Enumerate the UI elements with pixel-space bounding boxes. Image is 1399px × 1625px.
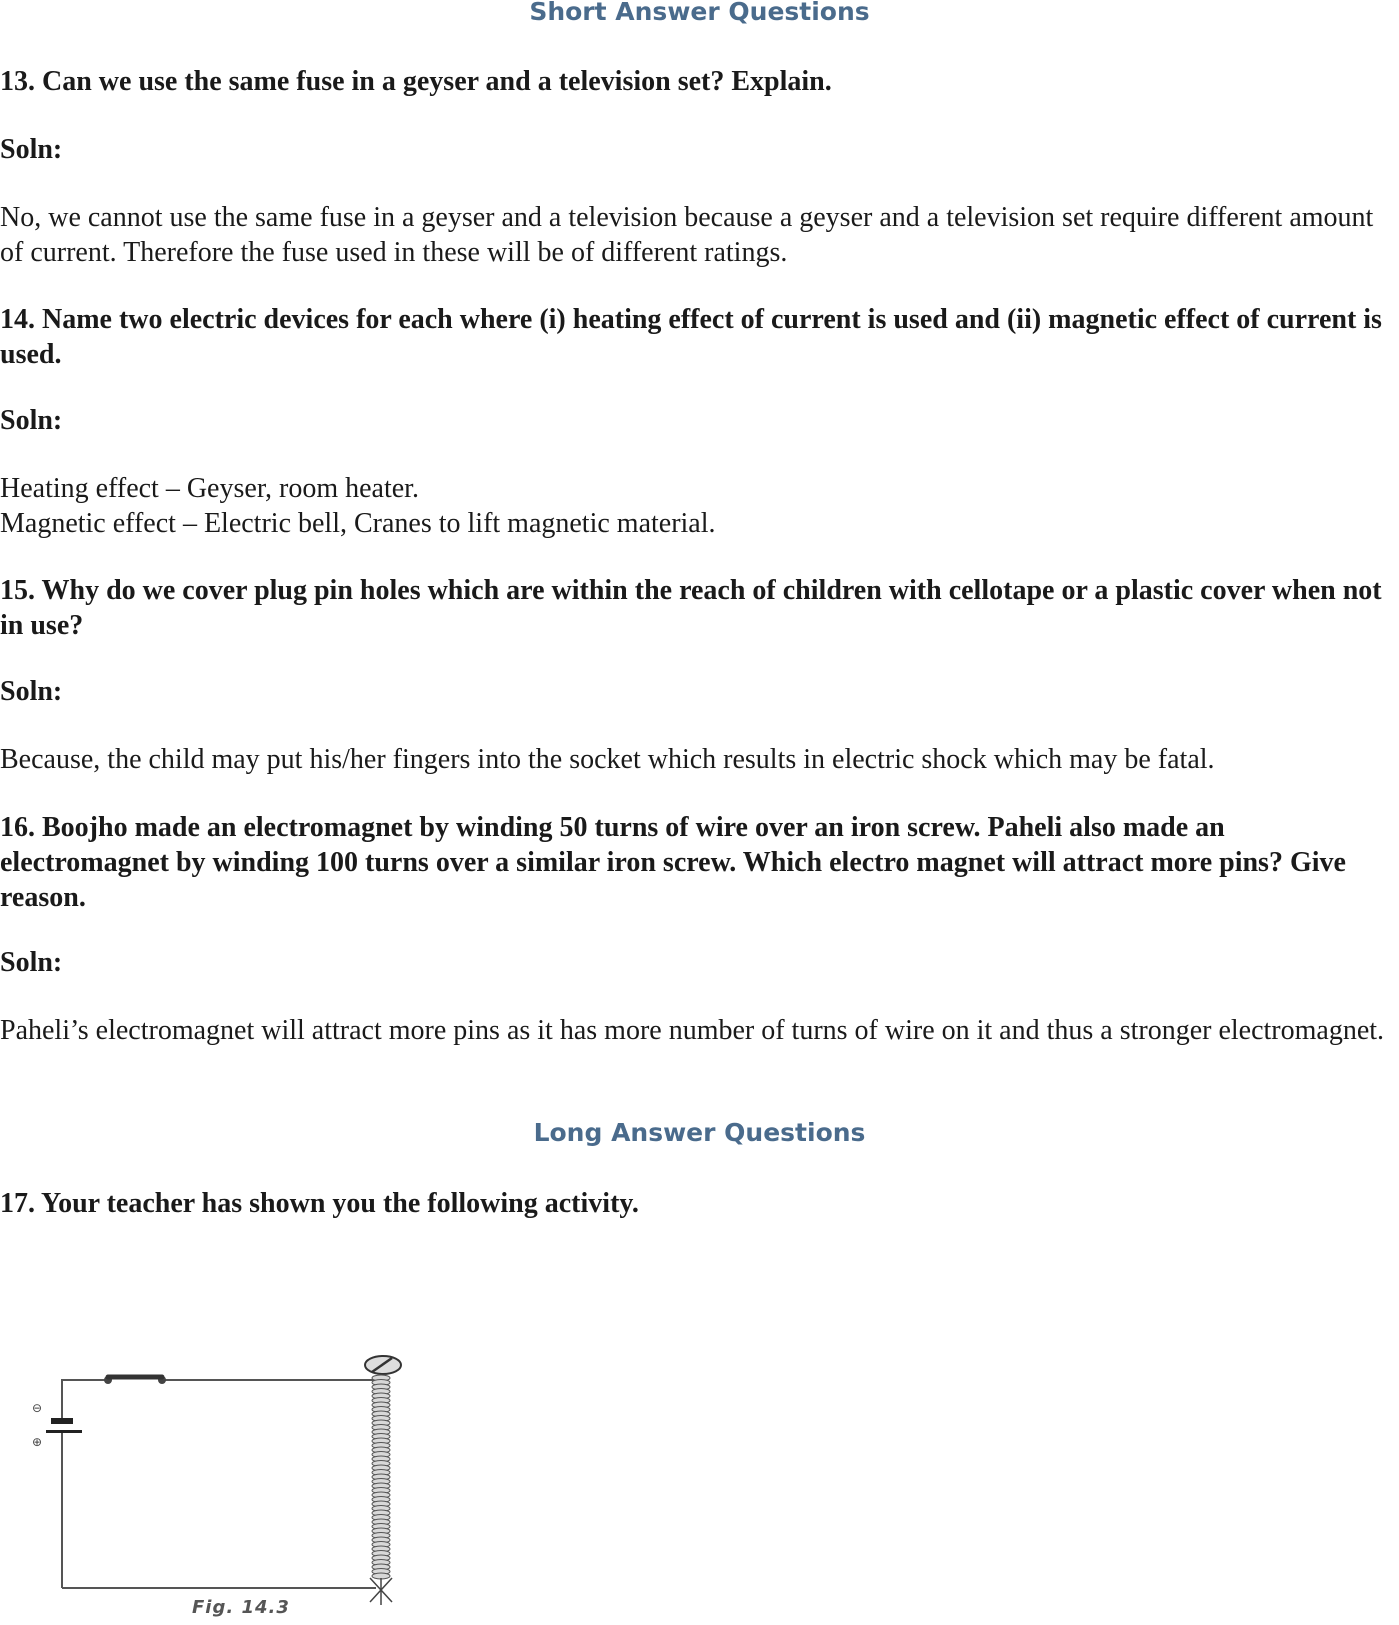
circuit-figure xyxy=(20,1350,440,1622)
question-15: 15. Why do we cover plug pin holes which are within the reach of children with cellotape or a plastic cover when not in use? xyxy=(0,575,1382,641)
screw-tip xyxy=(370,1578,392,1605)
answer-13-line: No, we cannot use the same fuse in a geyser and a television because a geyser and a television set require different amount of current. Therefore the fuse used in these will be of different ratings. xyxy=(0,202,1374,268)
battery-cell xyxy=(46,1418,82,1433)
switch-key xyxy=(104,1376,166,1384)
negative-terminal-symbol: ⊖ xyxy=(32,1401,43,1415)
answer-14-line-1: Heating effect – Geyser, room heater. xyxy=(0,473,419,504)
soln-label-16: Soln: xyxy=(0,947,63,978)
answer-15-line: Because, the child may put his/her fingers into the socket which results in electric shock which may be fatal. xyxy=(0,744,1215,775)
soln-label-14: Soln: xyxy=(0,405,63,436)
soln-label-13: Soln: xyxy=(0,134,63,165)
answer-16-line: Paheli’s electromagnet will attract more pins as it has more number of turns of wire on it and thus a stronger electromagnet. xyxy=(0,1015,1385,1046)
screw-head xyxy=(365,1356,401,1374)
question-16: 16. Boojho made an electromagnet by winding 50 turns of wire over an iron screw. Paheli also made an electromagnet by winding 100 turns over a similar iron screw. Which electro magnet will attract more pins? Give reason. xyxy=(0,812,1346,913)
figure-caption: Fig. 14.3 xyxy=(192,1597,290,1618)
answer-15 xyxy=(0,742,1395,777)
circuit-wire xyxy=(62,1380,110,1385)
answer-14 xyxy=(0,471,1395,541)
answer-16 xyxy=(0,1013,1395,1048)
soln-label-15: Soln: xyxy=(0,676,63,707)
question-13: 13. Can we use the same fuse in a geyser and a television set? Explain. xyxy=(0,66,832,97)
positive-terminal-symbol: ⊕ xyxy=(32,1435,43,1449)
short-answer-section-title: Short Answer Questions xyxy=(529,0,870,26)
answer-14-line-2: Magnetic effect – Electric bell, Cranes to lift magnetic material. xyxy=(0,508,716,539)
long-answer-section-title: Long Answer Questions xyxy=(533,1118,866,1147)
answer-13 xyxy=(0,200,1395,270)
question-17: 17. Your teacher has shown you the following activity. xyxy=(0,1188,639,1219)
electromagnet-coil xyxy=(372,1375,390,1579)
question-14: 14. Name two electric devices for each where (i) heating effect of current is used and (ii) magnetic effect of current is used. xyxy=(0,304,1382,370)
